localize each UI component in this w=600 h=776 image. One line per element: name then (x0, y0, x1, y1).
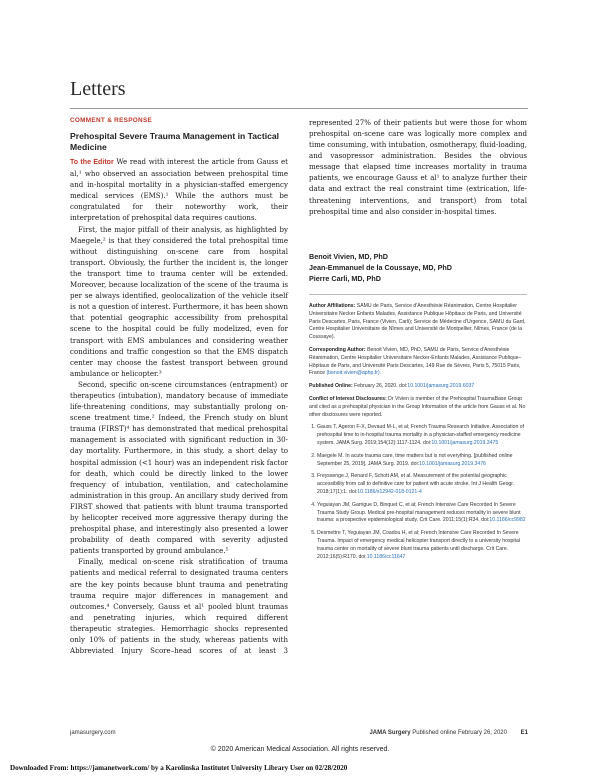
reference-doi-link[interactable]: 10.1186/cc11647 (366, 553, 406, 560)
affiliations-label: Author Affiliations: (309, 303, 356, 309)
footer-journal-info (369, 730, 528, 736)
reference-item (317, 453, 527, 469)
footer-page-number: E1 (520, 730, 528, 736)
header-divider (70, 108, 528, 109)
reference-item (317, 473, 527, 496)
corresponding-label: Corresponding Author: (309, 346, 366, 353)
article-title: Prehospital Severe Trauma Management in Tactical Medicine (70, 131, 280, 152)
reference-text: Yeguiayan JM, Garrigue D, Binquet C, et al; French Intensive Care Recorded In Severe Trauma Study Group. Medical pre-hospital management reduces mortality in severe blunt trauma: a prospective epidemiological study. Crit Care. 2011;15(1):R34. doi: (317, 501, 521, 524)
paragraph-3: Second, specific on-scene circumstances (entrapment) or therapeutics (intubation), mandatory because of immediate life-threatening conditions, may substantially prolong on-scene treatment time.² Indeed, the French study on blunt trauma (FIRST)⁴ has demonstrated that medical prehospital management is associated with significant reduction in 30-day mortality. Furthermore, in this study, a short delay to hospital admission (<1 hour) was an independent risk factor for death, which could be directly linked to the lower frequency of intubation, ventilation, and catecholamine administration in this group. An ancillary study derived from FIRST showed that patients with blunt trauma transported by helicopter received more aggressive therapy during the prehospital phase, and interestingly also presented a lower probability of death compared with severity adjusted patients transported by ground ambulance.⁵ (70, 379, 288, 556)
affiliations-text: SAMU de Paris, Service d'Anesthésie Réanimation, Centre Hospitalier Universitaire Necker Enfants Malades, Assistance Publique Hôpitaux de Paris, and Université Paris Descartes, Paris, France (Vivien, Carli); Service de Médecine d'Urgence, SAMU du Gard, Centre Hospitalier Universitaire de Nîmes and Université de Montpellier, Nîmes, France (de la Coussaye). (309, 303, 526, 341)
paragraph-1-text: We read with interest the article from Gauss et al,¹ who observed an association between prehospital time and in-hospital mortality in a physician-staffed emergency medical services (EMS).¹ While the authors must be congratulated for their noteworthy work, their interpretation of prehospital data requires cautions. (70, 157, 288, 223)
reference-doi-link[interactable]: 10.1186/cc9982 (489, 517, 526, 524)
reference-text: Freyssenge J, Renard F, Schott AM, et al. Measurement of the potential geographic accessibility from call to definitive care for patient with acute stroke. Int J Health Geogr. 2018;17(1):1. doi: (317, 473, 515, 495)
published-text: February 26, 2020. doi: (352, 383, 408, 390)
author-name: Jean-Emmanuel de la Coussaye, MD, PhD (309, 263, 452, 272)
footer-journal-name: JAMA Surgery (369, 730, 411, 736)
corresponding-text: Benoit Vivien, MD, PhD, SAMU de Paris, Service d'Anesthésie Réanimation, Centre Hospitalier Universitaire Necker-Enfants Malades, Assistance Publique–Hôpitaux de Paris, and Université Paris Descartes, 149 Rue de Sèvres, Paris 5, 75015 Paris, France (309, 346, 522, 377)
reference-doi-link[interactable]: 10.1001/jamasurg.2019.3476 (419, 460, 486, 467)
published-online (309, 383, 527, 391)
published-label: Published Online: (309, 383, 353, 390)
paragraph-4: Finally, medical on-scene risk stratification of trauma patients and medical referral to designated trauma centers are the key points because blunt trauma and penetrating trauma require major differences in management and outcomes.⁴ Conversely, Gauss et al¹ pooled blunt traumas and penetrating injuries, which required different therapeutic strategies. Hemorrhagic shocks represented only 10% of patients in the study, whereas patients with Abbreviated Injury Score–head scores of at least 3 (70, 557, 288, 656)
download-notice: Downloaded From: https://jamanetwork.com/ by a Karolinska Institutet University Library User on 02/28/2020 (10, 764, 348, 772)
reference-doi-link[interactable]: 10.1001/jamasurg.2019.3475 (431, 439, 499, 446)
right-column (309, 117, 527, 566)
corresponding-email-link[interactable]: (benoit.vivien@aphp.fr). (326, 370, 382, 377)
paragraph-4-overflow: represented 27% of their patients but were those for whom prehospital on-scene care was logically more complex and time consuming, with intubation, osmotherapy, fluid-loading, and vasopressor administration. Besides the obvious message that elapsed time increases mortality in trauma patients, we encourage Gauss et al¹ to analyze further their data and extract the real constraint time (extrication, life-threatening interventions, and transport) from total prehospital time and also consider in-hospital times. (309, 117, 527, 216)
conflict-disclosures (309, 396, 527, 419)
paragraph-4-continued (309, 117, 527, 241)
footer-site-link[interactable]: jamasurgery.com (70, 730, 116, 736)
author-name: Pierre Carli, MD, PhD (309, 274, 381, 283)
reference-item (317, 530, 527, 561)
section-label: COMMENT & RESPONSE (70, 117, 153, 124)
copyright-notice: © 2020 American Medical Association. All rights reserved. (210, 746, 390, 753)
footer-published: Published online February 26, 2020 (412, 730, 507, 736)
reference-text: Gauss T, Ageron F-X, Devaud M-L, et al; French Trauma Research Initiative. Association of prehospital time to in-hospital trauma mortality in a physician-staffed emergency medicine system. JAMA Surg. 2019;154(12):1117-1124. doi: (317, 424, 525, 446)
published-doi-link[interactable]: 10.1001/jamasurg.2019.6037 (407, 383, 475, 390)
paragraph-2: First, the major pitfall of their analysis, as highlighted by Maegele,² is that they considered the total prehospital time without distinguishing on-scene care from hospital transport. Obviously, the further the incident is, the longer the transport time to trauma center will be extended. Moreover, because localization of the scene of the trauma is per se always identified, geolocalization of the vehicle itself is not a question of interest. Furthermore, it has been shown that potential geographic accessibility from prehospital scene to the hospital could be fully modelized, even for transport with EMS ambulances and considering weather conditions and traffic congestion so that the EMS dispatch center may choose the fastest transport between ground ambulance or helicopter.³ (70, 224, 288, 378)
to-editor-label: To the Editor (70, 159, 114, 166)
author-name: Benoit Vivien, MD, PhD (309, 252, 388, 261)
masthead-title: Letters (70, 78, 126, 100)
reference-text: Maegele M. In acute trauma care, time matters but is not everything. [published online September 25, 2019]. JAMA Surg. 2019. doi: (317, 452, 513, 467)
reference-text: Desmettre T, Yeguiayan JM, Coadou H, et al; French Intensive Care Recorded In Severe Trauma. Impact of emergency medical helicopter transport directly to a university hospital trauma center on mortality of severe blunt trauma patients until discharge. Crit Care. 2012;16(5):R170. doi: (317, 530, 520, 560)
reference-list (309, 424, 527, 561)
paragraph-1 (70, 156, 288, 224)
left-column (70, 117, 288, 656)
conflict-label: Conflict of Interest Disclosures: (309, 395, 387, 402)
author-affiliations (309, 303, 527, 342)
corresponding-author (309, 347, 527, 378)
reference-item (317, 424, 527, 447)
reference-doi-link[interactable]: 10.1186/s12942-018-0121-4 (357, 488, 422, 495)
conflict-text: Dr Vivien is member of the Prehospital TraumaBase Group and cited as a prehospital physician in the Group Information of the article from Gauss et al. No other disclosures were reported. (309, 395, 526, 418)
author-list (309, 251, 527, 284)
reference-item (317, 502, 527, 525)
authors-divider (309, 294, 527, 295)
